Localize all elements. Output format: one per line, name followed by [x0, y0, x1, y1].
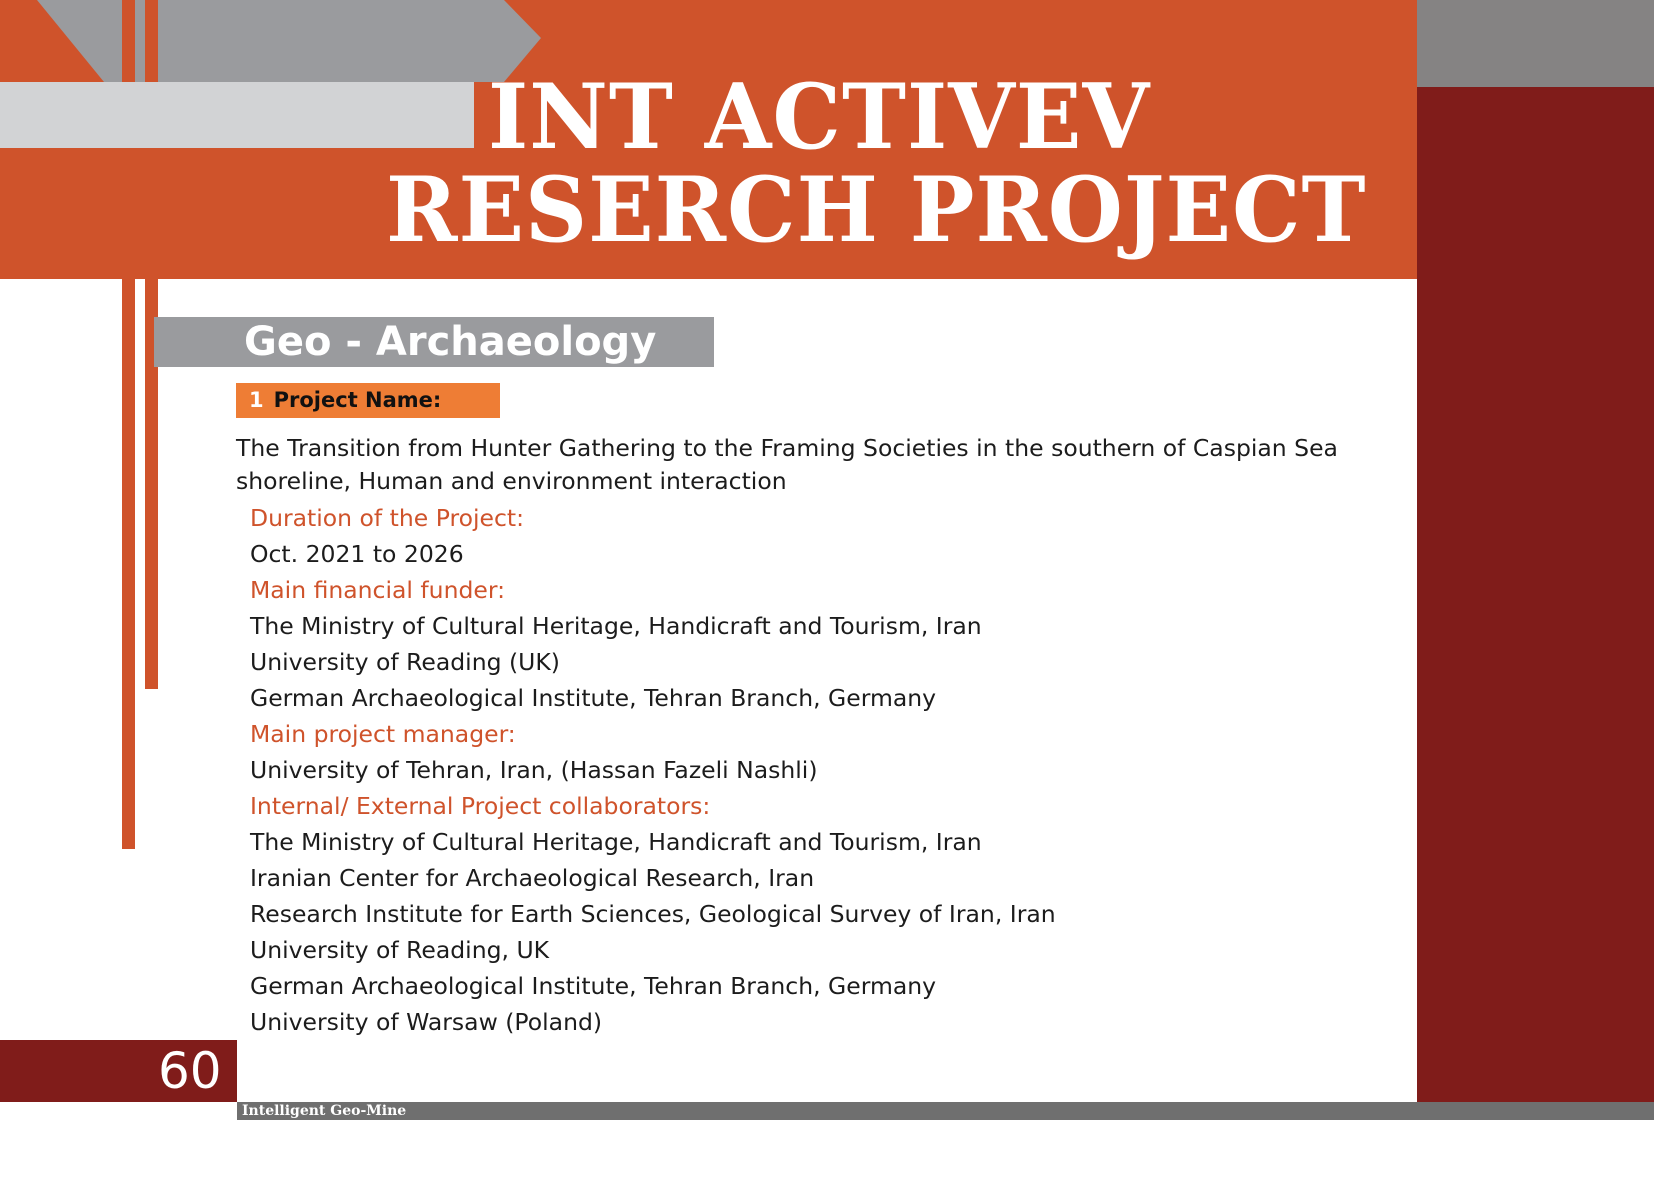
funder-item: University of Reading (UK) [250, 648, 560, 676]
light-grey-bar [0, 82, 474, 148]
page-title-line-1: INT ACTIVEV [488, 64, 1151, 170]
collaborator-item: Iranian Center for Archaeological Research, Iran [250, 864, 815, 892]
project-title-line-2: shoreline, Human and environment interaction [236, 467, 787, 495]
funder-heading: Main financial funder: [250, 576, 506, 604]
duration-heading: Duration of the Project: [250, 504, 525, 532]
project-number: 1 [249, 388, 264, 412]
collaborator-item: Research Institute for Earth Sciences, Geological Survey of Iran, Iran [250, 900, 1056, 928]
collaborator-item: German Archaeological Institute, Tehran Branch, Germany [250, 972, 937, 1000]
page-number: 60 [158, 1042, 222, 1100]
funder-item: German Archaeological Institute, Tehran Branch, Germany [250, 684, 937, 712]
collaborators-heading: Internal/ External Project collaborators: [250, 792, 711, 820]
duration-value: Oct. 2021 to 2026 [250, 540, 464, 568]
vertical-stripe [122, 279, 135, 849]
collaborator-item: University of Reading, UK [250, 936, 550, 964]
section-title: Geo - Archaeology [244, 319, 657, 365]
publication-name: Intelligent Geo-Mine [242, 1103, 407, 1119]
project-name-label [236, 383, 500, 418]
right-red-sidebar [1417, 87, 1654, 1102]
page-title-line-2: RESERCH PROJECT [386, 157, 1367, 263]
grey-arrow-shape [37, 0, 541, 82]
vertical-stripe [145, 0, 158, 82]
project-title-line-1: The Transition from Hunter Gathering to the Framing Societies in the southern of Caspian Sea [236, 434, 1338, 462]
project-label-text: Project Name: [273, 388, 442, 412]
vertical-stripe [122, 0, 135, 82]
collaborator-item: University of Warsaw (Poland) [250, 1008, 603, 1036]
right-grey-block [1417, 0, 1654, 87]
collaborator-item: The Ministry of Cultural Heritage, Handicraft and Tourism, Iran [250, 828, 982, 856]
footer-bar [237, 1102, 1654, 1120]
manager-heading: Main project manager: [250, 720, 516, 748]
funder-item: The Ministry of Cultural Heritage, Handicraft and Tourism, Iran [250, 612, 982, 640]
manager-value: University of Tehran, Iran, (Hassan Fazeli Nashli) [250, 756, 818, 784]
